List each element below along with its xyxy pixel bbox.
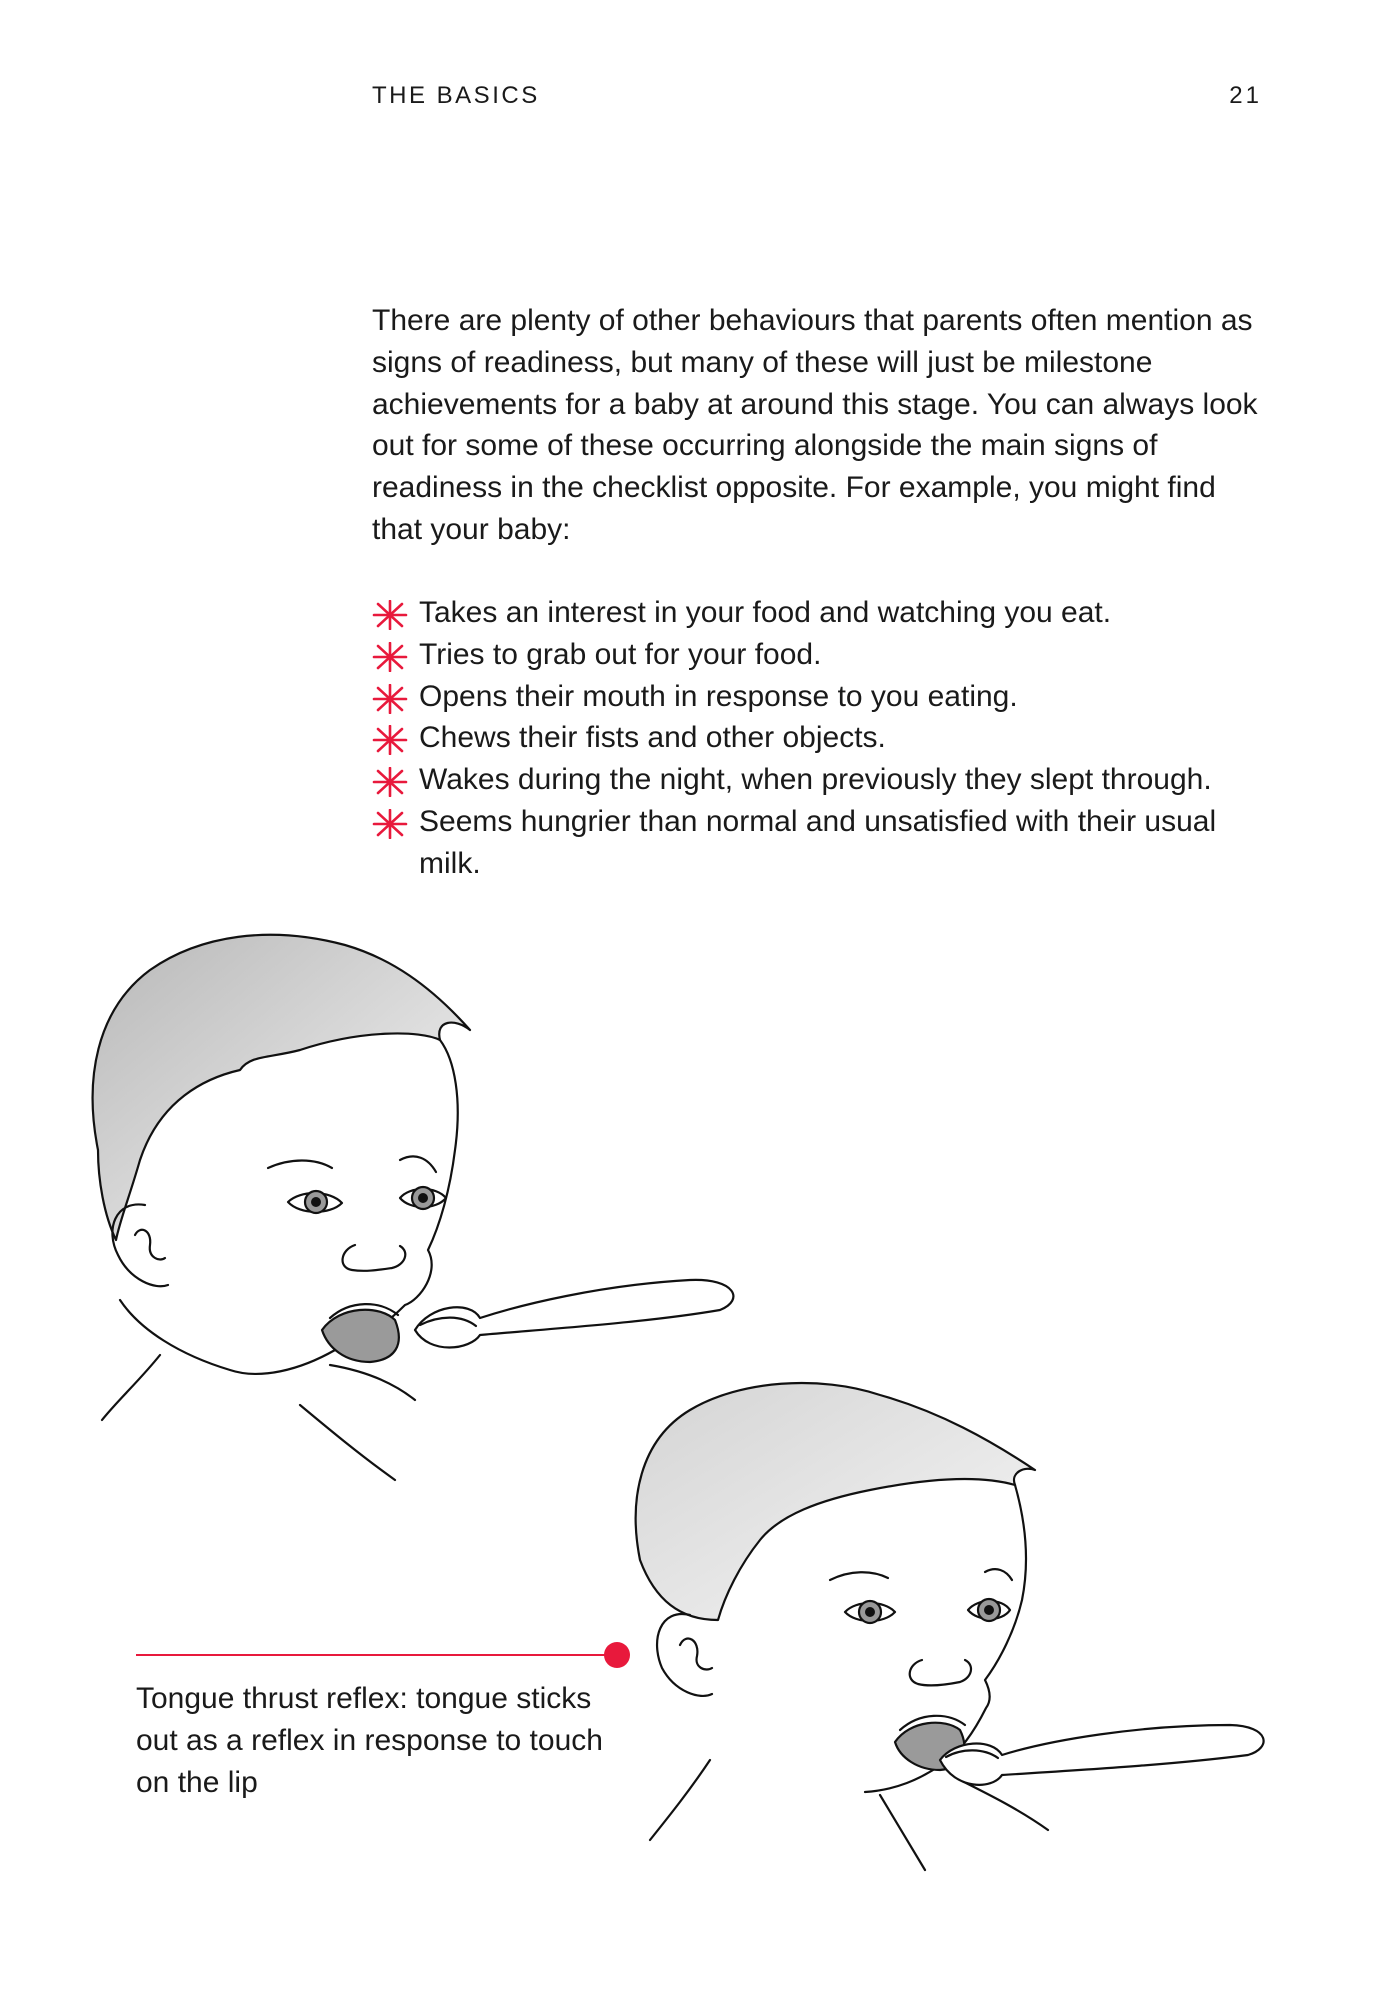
caption-leader-dot [604,1642,630,1668]
asterisk-icon [372,684,408,714]
baby-two-eyes [845,1599,1010,1623]
asterisk-icon [372,600,408,630]
figure-caption: Tongue thrust reflex: tongue sticks out as a reflex in response to touch on the lip [136,1682,603,1799]
baby-one-nose [343,1245,406,1271]
list-item-text: Seems hungrier than normal and unsatisfied with their usual milk. [419,804,1217,880]
list-item [372,634,1262,676]
list-item-text: Wakes during the night, when previously they slept through. [419,763,1212,797]
list-item-text: Takes an interest in your food and watching you eat. [419,596,1112,629]
baby-two-nose [910,1660,971,1685]
page-number: 21 [1229,82,1262,109]
baby-two-hair [636,1383,1035,1620]
baby-one-eyes [288,1187,446,1213]
baby-two-shoulders [650,1760,710,1840]
list-item [372,759,1262,801]
list-item [372,801,1262,885]
list-item-text: Tries to grab out for your food. [419,637,822,671]
baby-two [636,1383,1264,1870]
list-item [372,592,1262,634]
baby-one [93,935,734,1480]
asterisk-icon [372,809,408,839]
baby-two-ear [657,1614,712,1696]
baby-one-mouth [322,1310,399,1362]
list-item [372,717,1262,759]
readiness-list [372,592,1262,885]
baby-two-spoon [940,1725,1264,1785]
asterisk-icon [372,767,408,797]
list-item-text: Chews their fists and other objects. [419,721,886,755]
list-item-text: Opens their mouth in response to you eating. [419,679,1018,713]
baby-one-shoulders [102,1355,160,1420]
baby-one-spoon [415,1280,733,1348]
asterisk-icon [372,725,408,755]
list-item [372,676,1262,718]
running-head: THE BASICS [372,82,540,109]
asterisk-icon [372,642,408,672]
intro-paragraph: There are plenty of other behaviours that parents often mention as signs of readiness, but many of these will just be milestone achievements for a baby at around this stage. You can always look out for some of these occurring alongside the main signs of readiness in the checklist opposite. For example, you might find that your baby: [372,304,1258,546]
